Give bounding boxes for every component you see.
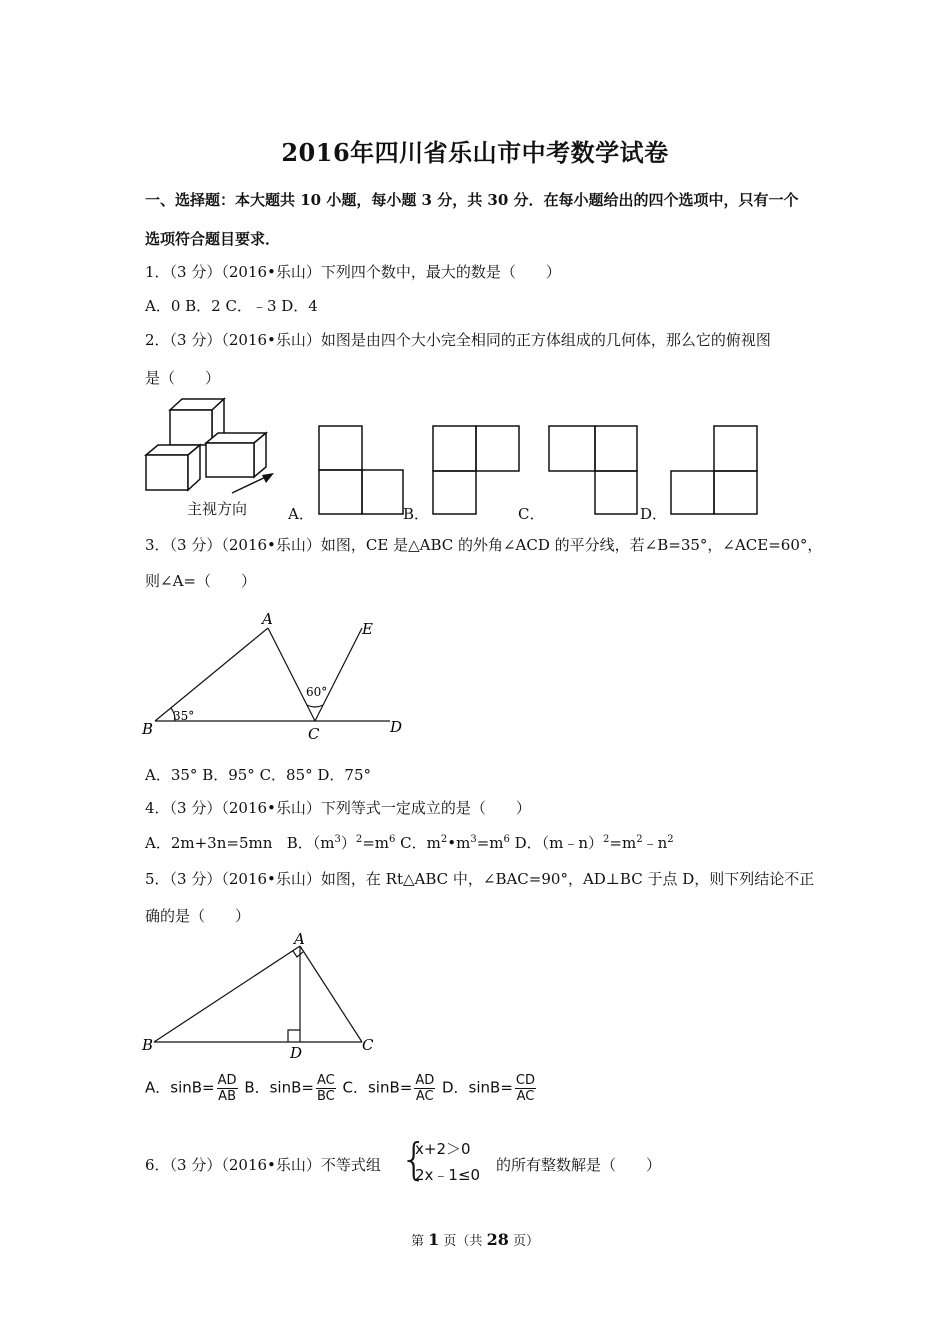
vertex-b-label: B <box>142 720 154 738</box>
inequality-system <box>415 1136 480 1188</box>
question-5-stem: 5．（3 分）（2016•乐山）如图，在 Rt△ABC 中，∠BAC=90°，AD⊥BC 于点 D，则下列结论不正 <box>145 870 815 888</box>
question-1-options: A．0 B．2 C．﹣3 D．4 <box>145 297 318 315</box>
vertex-b-label: B <box>142 1036 154 1054</box>
vertex-a-label: A <box>294 930 305 948</box>
question-3-stem: 3．（3 分）（2016•乐山）如图，CE 是△ABC 的外角∠ACD 的平分线，若∠B=35°，∠ACE=60°， <box>145 536 823 554</box>
option-a-label: A． <box>288 505 314 523</box>
page-total: 28 <box>486 1230 509 1249</box>
section-heading-cont: 选项符合题目要求． <box>145 230 281 248</box>
question-1-stem: 1．（3 分）（2016•乐山）下列四个数中，最大的数是（ ） <box>145 263 561 281</box>
option-d-figure <box>670 425 758 515</box>
point-d-label: D <box>390 718 403 736</box>
point-e-label: E <box>362 620 373 638</box>
question-3-options: A．35° B．95° C．85° D．75° <box>145 766 372 784</box>
page-number: 1 <box>428 1230 440 1249</box>
option-a-figure <box>318 425 404 515</box>
triangle-figure-q3 <box>140 608 410 748</box>
question-5-options: A．sinB= $\frac{AD}{AB}$ B．sinB= $\frac{AC}{BC}$ C．sinB= $\frac{AD}{AC}$ D．sinB= $\frac{CD}{AC}$ <box>145 1073 535 1104</box>
option-c-label: C． <box>518 505 545 523</box>
option-b-label: B． <box>403 505 430 523</box>
question-2-stem: 2．（3 分）（2016•乐山）如图是由四个大小完全相同的正方体组成的几何体，那么它的俯视图 <box>145 331 771 349</box>
foot-d-label: D <box>290 1044 303 1060</box>
angle-b-label: 35° <box>173 709 195 723</box>
question-4-options: A．2m+3n=5mn B．$(m^3)^2=m^6$ C．$m^2•m^3=m^6$ D．$(m﹣n)^2=m^2﹣n^2$ <box>145 834 674 852</box>
view-direction-label: 主视方向 <box>187 500 248 518</box>
option-c-figure <box>548 425 638 515</box>
option-b-figure <box>432 425 520 515</box>
right-triangle-figure-q5 <box>140 930 380 1060</box>
question-5-stem-cont: 确的是（ ） <box>145 907 251 925</box>
section-heading: 一、选择题：本大题共 10 小题，每小题 3 分，共 30 分．在每小题给出的四个选项中，只有一个 <box>145 191 799 209</box>
question-2-stem-cont: 是（ ） <box>145 369 221 387</box>
question-6-stem-pre: 6．（3 分）（2016•乐山）不等式组 <box>145 1156 381 1174</box>
vertex-a-label: A <box>262 610 273 628</box>
page-footer: 第 1 页（共 28 页） <box>411 1230 539 1249</box>
system-brace: { <box>400 1134 428 1185</box>
vertex-c-label: C <box>362 1036 374 1054</box>
inequality-2: 2x﹣1≤0 <box>415 1166 481 1184</box>
page-title: 2016年四川省乐山市中考数学试卷 <box>281 138 669 167</box>
question-4-stem: 4．（3 分）（2016•乐山）下列等式一定成立的是（ ） <box>145 799 531 817</box>
option-d-label: D． <box>640 505 668 523</box>
vertex-c-label: C <box>308 725 320 743</box>
question-3-stem-cont: 则∠A=（ ） <box>145 572 256 590</box>
question-6-stem-post: 的所有整数解是（ ） <box>496 1156 662 1174</box>
inequality-1: x+2＞0 <box>415 1140 471 1158</box>
angle-ace-label: 60° <box>306 685 328 699</box>
